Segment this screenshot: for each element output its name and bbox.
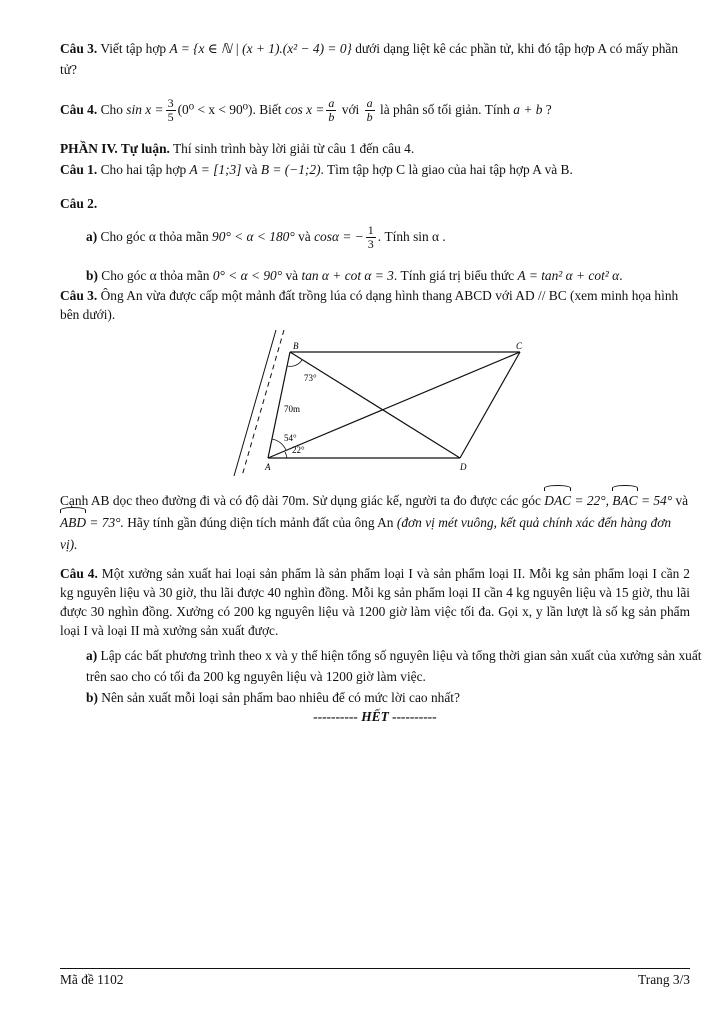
side-cd [460,352,520,458]
e3-and: và [675,493,689,508]
label-a: A [265,462,271,472]
e4-part-b [60,687,716,708]
q3-text-pre: Viết tập hợp [100,41,167,56]
e4-body: Một xưởng sản xuất hai loại sản phẩm là sản phẩm loại I và sản phẩm loại II. Mỗi kg sản phẩm loại I cần 2 kg nguyên liệu và 30 giờ, thu lãi được 40 nghìn đồng. Mỗi kg sản phẩm loại II cần 4 kg nguyên liệu và 15 giờ, thu lãi được 30 nghìn đồng. Xưởng có 200 kg nguyên liệu và 1200 giờ làm việc tối đa. Gọi x, y lần lượt là số kg sản phẩm loại I và loại II mà xưởng sản xuất được. [60,566,690,638]
e4-b-text: Nên sản xuất mỗi loại sản phẩm bao nhiêu để có mức lời cao nhất? [101,690,460,705]
label-c: C [516,341,523,351]
q3-label: Câu 3. [60,41,98,56]
end-marker: ---------- HẾT ---------- [313,709,437,724]
frac-den: 3 [367,237,374,252]
e4-a-text: Lập các bất phương trình theo x và y thể hiện tổng số nguyên liệu và tổng thời gian sản xuất của xưởng sản xuất trên sao cho có tối đa 200 kg nguyên liệu và 1200 giờ làm việc. [86,648,702,684]
label-length-ab: 70m [284,404,301,414]
angle-abd: ABD [60,512,86,534]
label-d: D [460,462,467,472]
angle-abd-value: = 73°. [89,515,124,530]
road-line-solid [234,330,276,476]
e1-text-1: Cho hai tập hợp [100,162,187,177]
arc-abd [287,360,302,366]
diagonal-bd [290,352,460,458]
footer-divider [60,968,690,969]
diagonal-ac [268,352,520,458]
question-4-short [60,96,690,124]
frac-num: 1 [367,223,374,238]
part-4-instructions: Thí sinh trình bày lời giải từ câu 1 đến câu 4. [172,141,415,156]
e4-a-label: a) [86,648,98,663]
e2-label: Câu 2. [60,196,98,211]
e2-a-text-1: Cho góc α thỏa mãn [100,229,209,244]
q4-expression: a + b [513,102,543,117]
q4-fraction-a-b [326,97,336,124]
essay-question-2 [60,193,690,214]
q4-condition: (0⁰ < x < 90⁰) [177,102,253,117]
e2-b-equation: tan α + cot α = 3 [301,268,394,283]
trapezoid-figure [228,328,528,476]
q3-text-post: dưới dạng liệt kê các phần tử, khi đó tập hợp A có mấy phần tử? [60,41,679,77]
q4-label: Câu 4. [60,102,98,117]
essay-question-3-body [60,490,690,556]
q4-sin-lhs: sin x = [126,102,164,117]
e2-b-label: b) [86,268,98,283]
e1-set-a: A = [1;3] [189,162,242,177]
e2-b-text-2: và [285,268,299,283]
e2-b-expression: A = tan² α + cot² α [517,268,620,283]
frac-den: b [366,110,373,125]
e2-a-text-2: và [298,229,311,244]
q4-text-5: ? [545,102,552,117]
part-4-heading [60,138,690,159]
part-4-title: PHẦN IV. Tự luận. [60,141,170,156]
e1-text-3: . Tìm tập hợp C là giao của hai tập hợp A và B. [320,162,573,177]
q4-text-2: . Biết [252,102,282,117]
e2-b-text-4: . [619,268,623,283]
label-angle-54: 54° [284,433,297,443]
e2-a-label: a) [86,229,98,244]
essay-question-3-intro [60,286,690,324]
question-3-short [60,38,690,80]
angle-bac: BAC [612,490,637,512]
e2-b-text-3: . Tính giá trị biểu thức [393,268,515,283]
q3-set-expression: A = {x ∈ ℕ | (x + 1).(x² − 4) = 0} [169,41,352,56]
frac-den: b [328,110,335,125]
q4-text-3: với [341,102,360,117]
q4-fraction-a-b-2 [365,97,375,124]
essay-question-4 [60,564,690,640]
angle-dac-value: = 22°, [574,493,609,508]
q4-cos-lhs: cos x = [284,102,325,117]
angle-dac: DAC [544,490,571,512]
q4-fraction-3-5 [166,97,176,124]
q4-text-1: Cho [100,102,123,117]
e1-label: Câu 1. [60,162,98,177]
e2-b-condition: 0° < α < 90° [212,268,283,283]
e2-part-b [60,265,716,286]
label-b: B [293,341,299,351]
e2-a-text-3: . Tính sin α . [377,229,446,244]
e3-label: Câu 3. [60,288,98,303]
arc-dac [285,452,287,458]
e1-text-2: và [244,162,258,177]
e1-set-b: B = (−1;2) [260,162,321,177]
label-angle-22: 22° [292,445,305,455]
e4-part-a [60,645,716,687]
frac-num: a [328,96,335,111]
label-angle-73: 73° [304,373,317,383]
frac-den: 5 [167,110,174,125]
essay-question-1 [60,159,690,180]
frac-num: 3 [167,96,174,111]
e2-a-cos: cosα = − [314,229,364,244]
e3-intro: Ông An vừa được cấp một mảnh đất trồng lúa có dạng hình thang ABCD với AD // BC (xem minh họa hình bên dưới). [60,288,679,322]
q4-text-4: là phân số tối giản. Tính [380,102,510,117]
e3-text-2: Hãy tính gần đúng diện tích mảnh đất của ông An [127,515,394,530]
e3-text-1: Cạnh AB dọc theo đường đi và có độ dài 70m. Sử dụng giác kế, người ta đo được các góc [60,493,541,508]
e2-a-condition: 90° < α < 180° [212,229,295,244]
e3-note: (đơn vị mét vuông, kết quả chính xác đến hàng đơn vị). [60,515,672,552]
e2-a-fraction [366,224,376,251]
e4-label: Câu 4. [60,566,98,581]
e4-b-label: b) [86,690,98,705]
angle-bac-value: = 54° [640,493,673,508]
e2-part-a [60,223,716,251]
exam-code: Mã đề 1102 [60,972,124,987]
e2-b-text-1: Cho góc α thỏa mãn [101,268,210,283]
page-number: Trang 3/3 [638,972,690,987]
frac-num: a [366,96,373,111]
